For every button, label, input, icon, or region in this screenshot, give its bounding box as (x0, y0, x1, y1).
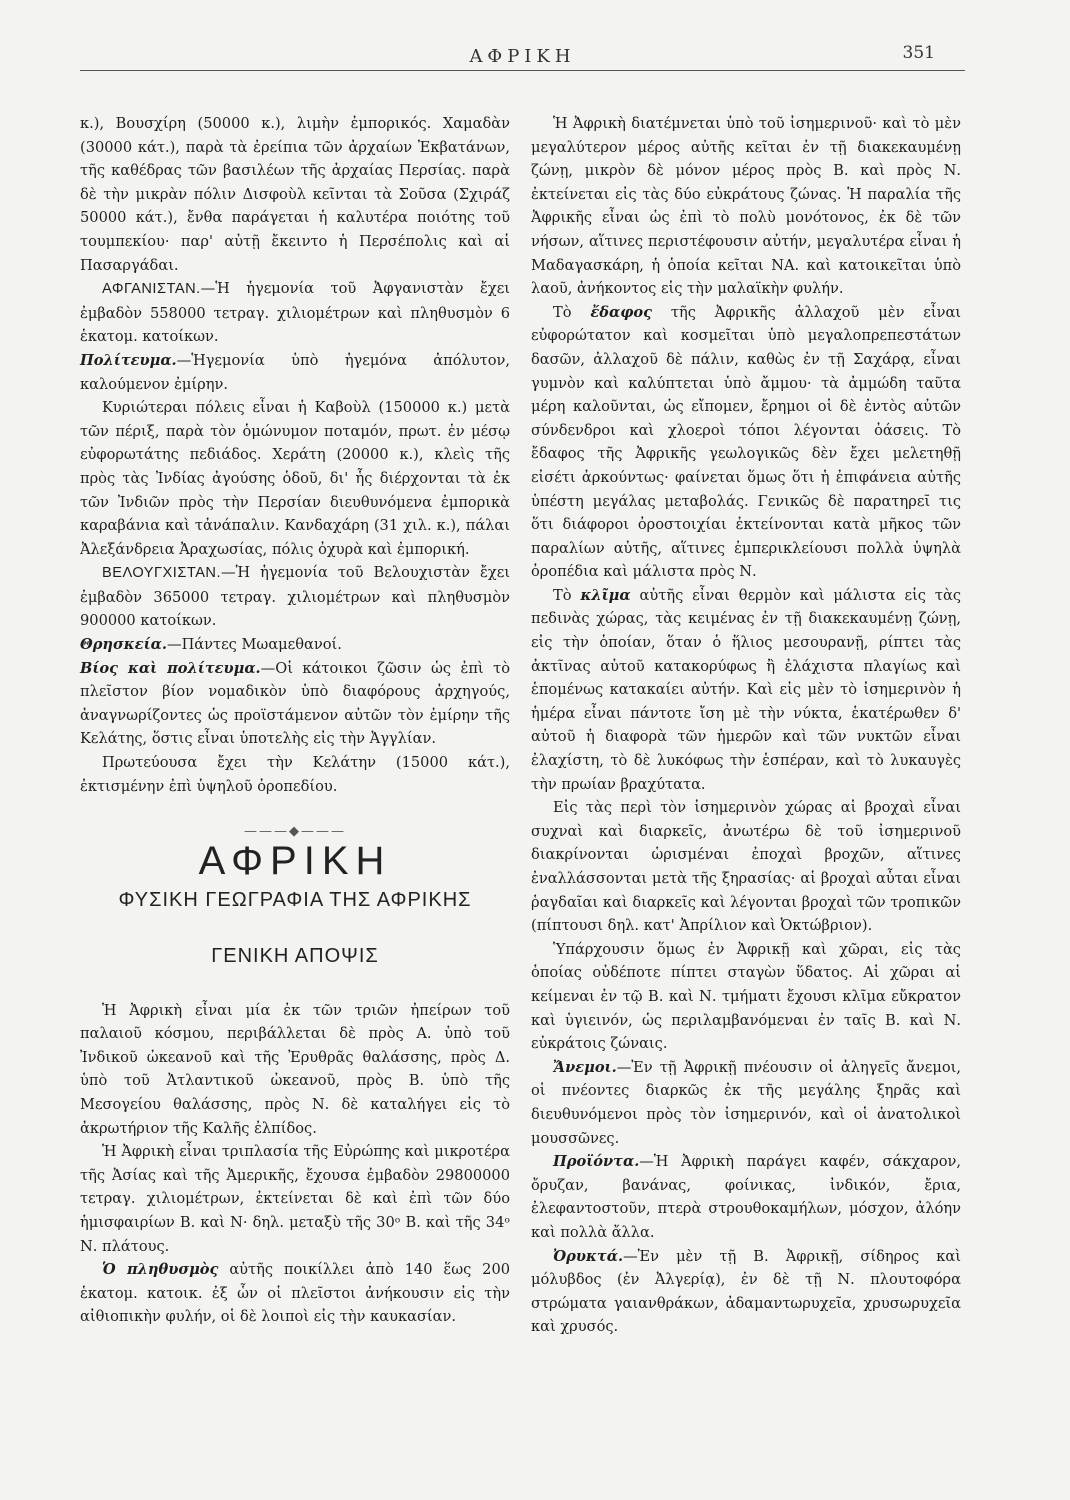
left-column (80, 112, 510, 1329)
page-header (80, 40, 965, 71)
paragraph-politeuma (80, 349, 510, 396)
paragraph-equator: Ἡ Ἀφρικὴ διατέμνεται ὑπὸ τοῦ ἰσημερινοῦ· καὶ τὸ μὲν μεγαλύτερον μέρος αὐτῆς κεῖται ἐν τῇ διακεκαυμένῃ ζώνῃ, μικρὸν δὲ μόνον μέρος πρὸς Β. καὶ πρὸς Ν. ἐκτείνεται εἰς τὰς δύο εὐκράτους ζώνας. Ἡ παραλία τῆς Ἀφρικῆς εἶναι ὡς ἐπὶ τὸ πολὺ μονότονος, ἐκ δὲ τῶν νήσων, αἵτινες περιστέφουσιν αὐτήν, μεγαλυτέρα εἶναι ἡ Μαδαγασκάρη, ἡ ὁποία κεῖται ΝΑ. καὶ κατοικεῖται ὑπὸ λαοῦ, ἀνήκοντος εἰς τὴν μαλαϊκὴν φυλήν. (531, 115, 961, 298)
label-politeuma: Πολίτευμα. (80, 351, 177, 369)
paragraph-products (531, 1150, 961, 1244)
heading-baluchistan: ΒΕΛΟΥΓΧΙΣΤΑΝ. (102, 565, 222, 582)
label-minerals: Ὀρυκτά. (553, 1247, 624, 1265)
label-population: Ὁ πληθυσμὸς (102, 1261, 219, 1279)
products-text: —Ἡ Ἀφρικὴ παράγει καφέν, σάκχαρον, ὄρυζαν, βανάνας, φοίνικας, ἰνδικόν, ἔρια, ἐλεφαντοστοῦν, πτερὰ στρουθοκαμήλων, μόσχον, ἀλόην καὶ πολλὰ ἄλλα. (531, 1153, 961, 1241)
heading-afghanistan: ΑΦΓΑΝΙΣΤΑΝ. (102, 281, 201, 298)
running-title: ΑΦΡΙΚΗ (469, 46, 576, 67)
paragraph-temperate: Ὑπάρχουσιν ὅμως ἐν Ἀφρικῇ καὶ χῶραι, εἰς τὰς ὁποίας οὐδέποτε πίπτει σταγὼν ὕδατος. Αἱ χῶραι αἱ κείμεναι ἐν τῷ Β. καὶ Ν. τμήματι ἔχουσι κλῖμα εὔκρατον καὶ ὑγιεινόν, ὡς περιλαμβανόμεναι ἐν ταῖς Β. καὶ Ν. εὐκράτοις ζώναις. (531, 940, 961, 1053)
paragraph-persia-cities: κ.), Βουσχίρη (50000 κ.), λιμὴν ἐμπορικός. Χαμαδὰν (30000 κάτ.), παρὰ τὰ ἐρείπια τῶν ἀρχαίων Ἐκβατάνων, τῆς καθέδρας τῶν βασιλέων τῆς ἀρχαίας Περσίας. παρὰ δὲ τὴν μικρὰν πόλιν Δισφοὺλ κεῖνται τὰ Σοῦσα (Σχιράζ 50000 κάτ.), ἔνθα παράγεται ἡ καλυτέρα ποιότης τοῦ τουμπεκίου· παρ' αὐτῇ ἔκειντο ἡ Περσέπολις καὶ αἱ Πασαργάδαι. (80, 115, 510, 274)
label-climate: κλῖμα (580, 586, 631, 604)
afghanistan-text: —Ἡ ἡγεμονία τοῦ Ἀφγανιστὰν ἔχει ἐμβαδὸν 558000 τετραγ. χιλιομέτρων καὶ πληθυσμὸν 6 ἑκατομ. κατοίκων. (80, 280, 510, 346)
paragraph-winds (531, 1056, 961, 1150)
chapter-title: ΑΦΡΙΚΗ (198, 838, 392, 883)
climate-prefix: Τὸ (553, 586, 572, 604)
baluchistan-text: —Ἡ ἡγεμονία τοῦ Βελουχιστὰν ἔχει ἐμβαδὸν 365000 τετραγ. χιλιομέτρων καὶ πληθυσμὸν 900000 κατοίκων. (80, 564, 510, 630)
paragraph-general-2: Ἡ Ἀφρικὴ εἶναι τριπλασία τῆς Εὐρώπης καὶ μικροτέρα τῆς Ἀσίας καὶ τῆς Ἀμερικῆς, ἔχουσα ἐμβαδὸν 29800000 τετραγ. χιλιομέτρων, ἐκτείνεται δὲ καὶ ἐπὶ τῶν δύο ἡμισφαιρίων Β. καὶ Ν· δηλ. μεταξὺ τῆς 30ᵒ Β. καὶ τῆς 34ᵒ Ν. πλάτους. (80, 1143, 510, 1255)
label-bios: Βίος καὶ πολίτευμα. (80, 659, 261, 677)
paragraph-thriskeia (80, 633, 510, 657)
right-column (531, 112, 961, 1339)
paragraph-climate (531, 584, 961, 796)
thriskeia-text: —Πάντες Μωαμεθανοί. (166, 636, 342, 654)
paragraph-soil (531, 301, 961, 584)
climate-text: αὐτῆς εἶναι θερμὸν καὶ μάλιστα εἰς τὰς πεδινὰς χώρας, τὰς κειμένας ἐν τῇ διακεκαυμένῃ ζώνῃ, εἰς τὴν ὁποίαν, ὅταν ὁ ἥλιος μεσουρανῇ, ρίπτει τὰς ἀκτῖνας αὐτοῦ κατακορύφως ἢ ἐλάχιστα πλαγίως καὶ ἑπομένως κατακαίει αὐτήν. Καὶ εἰς μὲν τὸ ἰσημερινὸν ἡ ἡμέρα εἶναι πάντοτε ἴση μὲ τὴν νύκτα, ἑκατέρωθεν δ' αὐτοῦ ἡ διαφορὰ τῶν ἡμερῶν καὶ τῶν νυκτῶν εἶναι ἐλαχίστη, τὸ δὲ λυκόφως τὴν ἑσπέραν, καὶ τὸ λυκαυγὲς τὴν πρωίαν βραχύτατα. (531, 586, 962, 793)
label-soil: ἔδαφος (590, 303, 653, 321)
label-thriskeia: Θρησκεία. (80, 636, 167, 654)
politeuma-text: —Ἡγεμονία ὑπὸ ἡγεμόνα ἀπόλυτον, καλούμενον ἐμίρην. (80, 351, 510, 393)
soil-prefix: Τὸ (553, 303, 572, 321)
chapter-subtitle: ΦΥΣΙΚΗ ΓΕΩΓΡΑΦΙΑ ΤΗΣ ΑΦΡΙΚΗΣ (118, 889, 472, 912)
paragraph-baluchistan (80, 561, 510, 633)
paragraph-bios (80, 657, 510, 751)
soil-text: τῆς Ἀφρικῆς ἀλλαχοῦ μὲν εἶναι εὐφορώτατον καὶ κοσμεῖται ὑπὸ μεγαλοπρεπεστάτων δασῶν, ἀλλαχοῦ δὲ πάλιν, καθὼς ἐν τῇ Σαχάρᾳ, εἶναι γυμνὸν καὶ καλύπτεται ὑπὸ ἄμμου· τὰ ἀμμώδη ταῦτα μέρη καλοῦνται, ὡς εἴπομεν, ἔρημοι οἱ δὲ ἐντὸς αὐτῶν σύνδενδροι καὶ χλοεροὶ τόποι λέγονται ὀάσεις. Τὸ ἔδαφος τῆς Ἀφρικῆς γεωλογικῶς δὲν ἔχει μελετηθῇ εἰσέτι ἀρκούντως· φαίνεται ὅμως ὅτι ἡ ἐπιφάνεια αὐτῆς ὑπέστη μεγάλας μεταβολάς. Γενικῶς δὲ παρατηρεῖ τις ὅτι διάφοροι ὀροστοιχίαι ἐκτείνονται κατὰ μῆκος τῶν παραλίων αὐτῆς, αἵτινες ἐμπερικλείουσι πολλὰ ὑψηλὰ ὀροπέδια καὶ μάλιστα πρὸς Ν. (531, 303, 962, 581)
paragraph-rain: Εἰς τὰς περὶ τὸν ἰσημερινὸν χώρας αἱ βροχαὶ εἶναι συχναὶ καὶ διαρκεῖς, ἀνωτέρω δὲ τοῦ ἰσημερινοῦ διακρίνονται ὡρισμέναι ἐποχαὶ βροχῶν, αἵτινες ἐναλλάσσονται μετὰ τῆς ξηρασίας· αἱ βροχαὶ αὗται εἶναι ῥαγδαῖαι καὶ διαρκεῖς καὶ λέγονται βροχαὶ τῶν τροπικῶν (πίπτουσι δηλ. κατ' Ἀπρίλιον καὶ Ὀκτώβριον). (531, 799, 961, 935)
winds-text: —Ἐν τῇ Ἀφρικῇ πνέουσιν οἱ ἀληγεῖς ἄνεμοι, οἱ πνέοντες διαρκῶς ἐκ τῆς μεγάλης ξηρᾶς καὶ διευθυνόμενοι πρὸς τὸν ἰσημερινόν, καὶ οἱ ἀνατολικοὶ μουσσῶνες. (531, 1058, 961, 1147)
label-winds: Ἄνεμοι. (553, 1058, 617, 1076)
paragraph-capital: Πρωτεύουσα ἔχει τὴν Κελάτην (15000 κάτ.), ἐκτισμένην ἐπὶ ὑψηλοῦ ὀροπεδίου. (80, 754, 510, 795)
bios-text: —Οἱ κάτοικοι ζῶσιν ὡς ἐπὶ τὸ πλεῖστον βίον νομαδικὸν ὑπὸ διαφόρους ἀρχηγούς, ἀναγνωρίζοντες ὡς προϊστάμενον αὐτῶν τὸν ἐμίρην τῆς Κελάτης, ὅστις εἶναι ὑποτελὴς εἰς τὴν Ἀγγλίαν. (80, 659, 510, 748)
section-title: ΓΕΝΙΚΗ ΑΠΟΨΙΣ (211, 945, 379, 967)
minerals-text: Ἐν μὲν τῇ Β. Ἀφρικῇ, σίδηρος καὶ μόλυβδος (ἐν Ἀλγερίᾳ), ἐν δὲ τῇ Ν. πλουτοφόρα στρώματα γαιανθράκων, ἀδαμαντωρυχεῖα, χρυσωρυχεῖα καὶ χρυσός. (531, 1247, 961, 1336)
paragraph-population (80, 1258, 510, 1329)
population-text: αὐτῆς ποικίλλει ἀπὸ 140 ἕως 200 ἑκατομ. κατοικ. ἐξ ὧν οἱ πλεῖστοι ἀνήκουσιν εἰς τὴν αἰθιοπικὴν φυλήν, οἱ δὲ λοιποὶ εἰς τὴν καυκασίαν. (80, 1261, 511, 1326)
page-number: 351 (902, 43, 935, 63)
paragraph-afghan-cities: Κυριώτεραι πόλεις εἶναι ἡ Καβοὺλ (150000 κ.) μετὰ τῶν πέριξ, παρὰ τὸν ὁμώνυμον ποταμόν, πρωτ. ἐν μέσῳ εὐφορωτάτης πεδιάδος. Χεράτη (20000 κ.), κλεὶς τῆς πρὸς τὰς Ἰνδίας ἀγούσης ὁδοῦ, δι' ἧς διέρχονται τὰ ἐκ τῶν Ἰνδιῶν πρὸς τὴν Περσίαν διευθυνόμενα ἐμπορικὰ καραβάνια καὶ τἀνάπαλιν. Κανδαχάρη (31 χιλ. κ.), πάλαι Ἀλεξάνδρεια Ἀραχωσίας, πόλις ὀχυρὰ καὶ ἐμπορική. (80, 399, 510, 558)
paragraph-general-1: Ἡ Ἀφρικὴ εἶναι μία ἐκ τῶν τριῶν ἠπείρων τοῦ παλαιοῦ κόσμου, περιβάλλεται δὲ πρὸς Α. ὑπὸ τοῦ Ἰνδικοῦ ὠκεανοῦ καὶ τῆς Ἐρυθρᾶς θαλάσσης, πρὸς Δ. ὑπὸ τοῦ Ἀτλαντικοῦ ὠκεανοῦ, πρὸς Β. ὑπὸ τῆς Μεσογείου θαλάσσης, πρὸς Ν. δὲ καταλήγει εἰς τὸ ἀκρωτήριον τῆς Καλῆς ἐλπίδος. (80, 1001, 510, 1137)
section-ornament: ———◆——— (244, 824, 346, 840)
label-products: Προϊόντα. (553, 1153, 640, 1171)
paragraph-afghanistan (80, 277, 510, 349)
paragraph-minerals: Ὀρυκτά.—Ἐν μὲν τῇ Β. Ἀφρικῇ, σίδηρος καὶ μόλυβδος (ἐν Ἀλγερίᾳ), ἐν δὲ τῇ Ν. πλουτοφόρα στρώματα γαιανθράκων, ἀδαμαντωρυχεῖα, χρυσωρυχεῖα καὶ χρυσός. (531, 1247, 961, 1336)
